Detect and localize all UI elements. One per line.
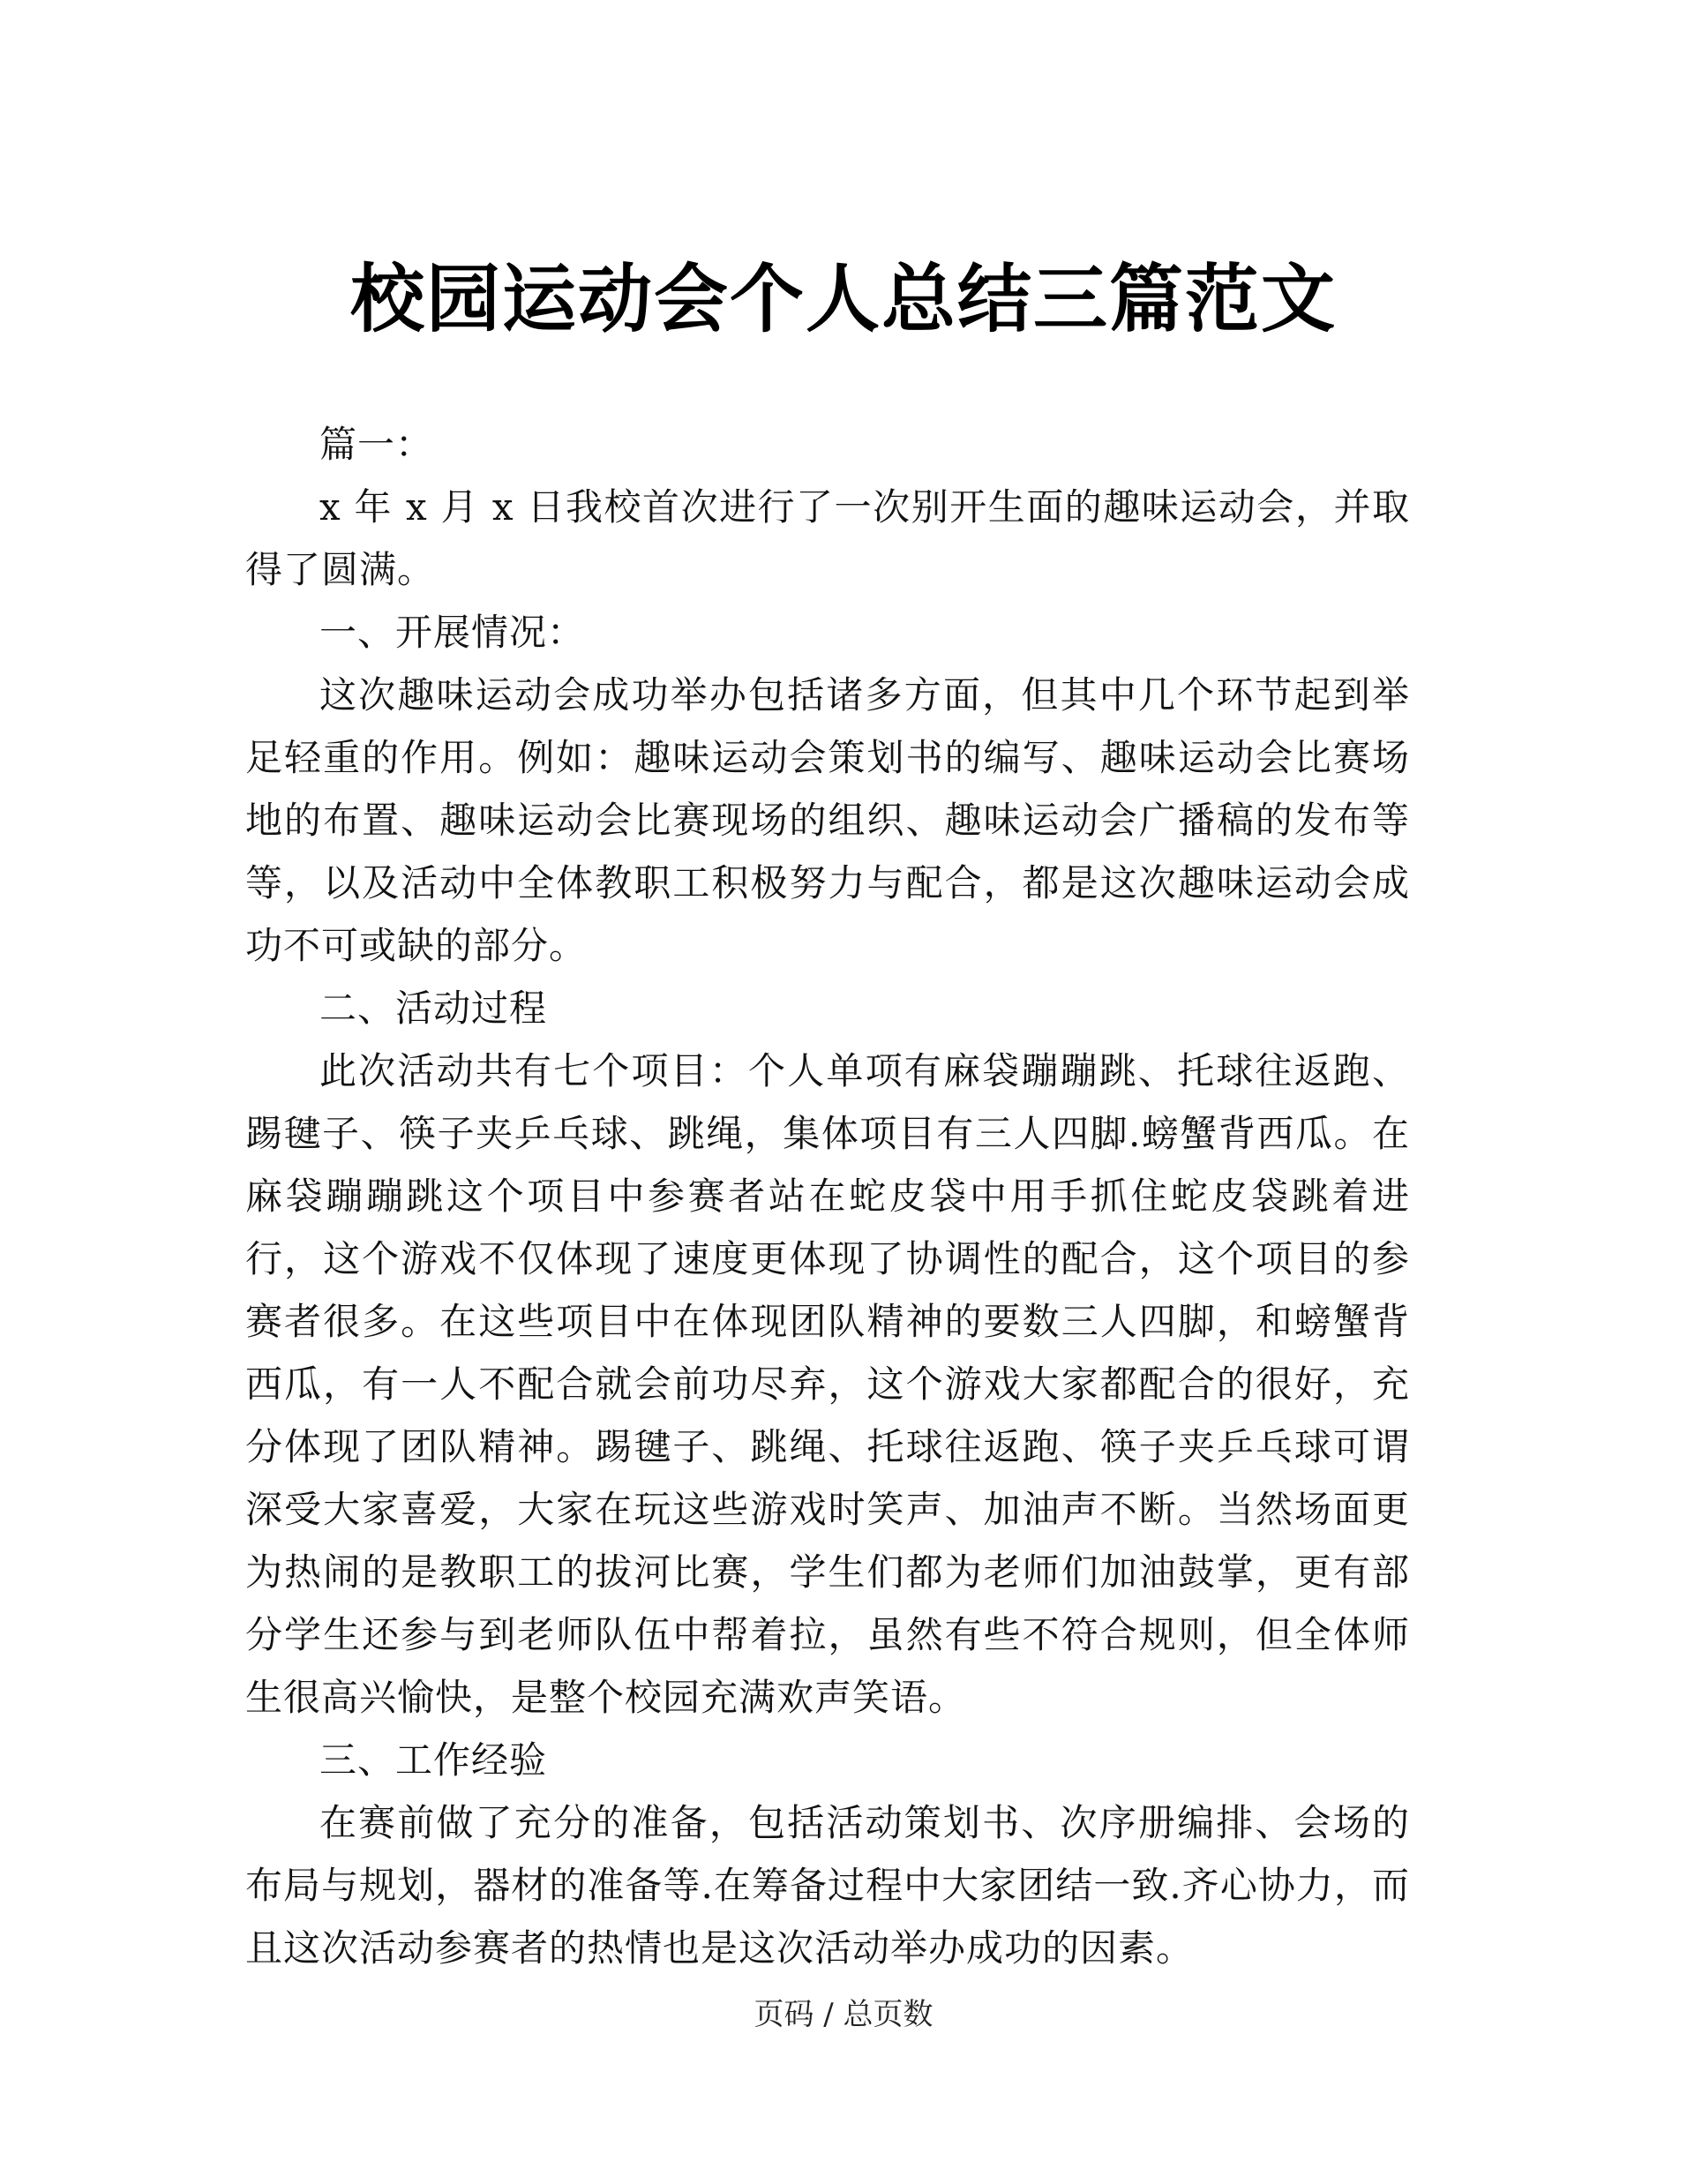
section-heading: 二、活动过程 — [319, 987, 548, 1030]
document-body — [245, 413, 1410, 1979]
page-footer: 页码 / 总页数 — [754, 1997, 933, 2032]
section-heading: 一、开展情况： — [319, 611, 586, 654]
paragraph: 这次趣味运动会成功举办包括诸多方面，但其中几个环节起到举足轻重的作用。例如：趣味运动会策划书的编写、趣味运动会比赛场地的布置、趣味运动会比赛现场的组织、趣味运动会广播稿的发布等等，以及活动中全体教职工积极努力与配合，都是这次趣味运动会成功不可或缺的部分。 — [245, 673, 1410, 967]
document-title: 校园运动会个人总结三篇范文 — [349, 255, 1337, 343]
paragraph: 此次活动共有七个项目：个人单项有麻袋蹦蹦跳、托球往返跑、踢毽子、筷子夹乒乓球、跳绳，集体项目有三人四脚.螃蟹背西瓜。在麻袋蹦蹦跳这个项目中参赛者站在蛇皮袋中用手抓住蛇皮袋跳着进行，这个游戏不仅体现了速度更体现了协调性的配合，这个项目的参赛者很多。在这些项目中在体现团队精神的要数三人四脚，和螃蟹背西瓜，有一人不配合就会前功尽弃，这个游戏大家都配合的很好，充分体现了团队精神。踢毽子、跳绳、托球往返跑、筷子夹乒乓球可谓深受大家喜爱，大家在玩这些游戏时笑声、加油声不断。当然场面更为热闹的是教职工的拔河比赛，学生们都为老师们加油鼓掌，更有部分学生还参与到老师队伍中帮着拉，虽然有些不符合规则，但全体师生很高兴愉快，是整个校园充满欢声笑语。 — [245, 1049, 1410, 1719]
paragraph: x 年 x 月 x 日我校首次进行了一次别开生面的趣味运动会，并取得了圆满。 — [245, 485, 1410, 591]
section-heading: 三、工作经验 — [319, 1738, 548, 1782]
paragraph: 在赛前做了充分的准备，包括活动策划书、次序册编排、会场的布局与规划，器材的准备等.在筹备过程中大家团结一致.齐心协力，而且这次活动参赛者的热情也是这次活动举办成功的因素。 — [245, 1801, 1410, 1970]
section-heading: 篇一： — [319, 423, 434, 466]
